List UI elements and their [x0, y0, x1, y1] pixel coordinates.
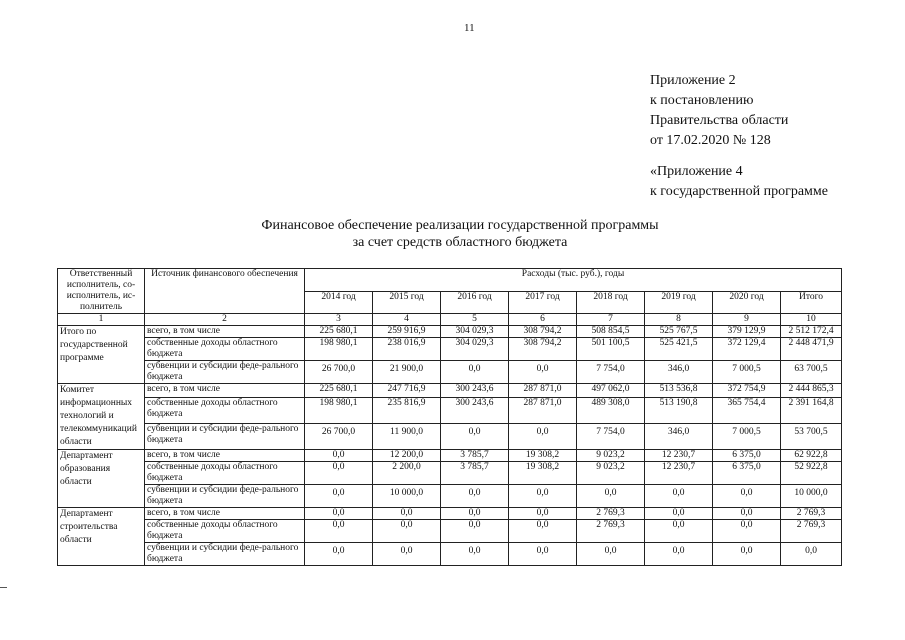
- value-cell: 3 785,7: [441, 462, 509, 485]
- value-cell: 225 680,1: [305, 384, 373, 398]
- total-cell: 2 444 865,3: [781, 384, 842, 398]
- total-cell: 62 922,8: [781, 450, 842, 462]
- table-row: [58, 520, 842, 543]
- value-cell: 0,0: [645, 520, 713, 543]
- total-cell: 2 391 164,8: [781, 397, 842, 423]
- value-cell: 247 716,9: [373, 384, 441, 398]
- source-cell: собственные доходы областного бюджета: [145, 520, 305, 543]
- value-cell: 0,0: [509, 508, 577, 520]
- source-cell: собственные доходы областного бюджета: [145, 338, 305, 361]
- value-cell: 501 100,5: [577, 338, 645, 361]
- value-cell: 0,0: [305, 520, 373, 543]
- value-cell: 379 129,9: [713, 326, 781, 338]
- table-row: [58, 384, 842, 398]
- value-cell: 513 536,8: [645, 384, 713, 398]
- value-cell: 0,0: [441, 508, 509, 520]
- responsible-cell: Итого по государственной программе: [58, 326, 145, 384]
- table-row: [58, 485, 842, 508]
- source-cell: всего, в том числе: [145, 384, 305, 398]
- header-year: 2015 год: [373, 291, 441, 314]
- value-cell: 26 700,0: [305, 361, 373, 384]
- index-cell: 2: [145, 314, 305, 326]
- total-cell: 2 769,3: [781, 520, 842, 543]
- index-cell: 10: [781, 314, 842, 326]
- responsible-cell: Департамент образования области: [58, 450, 145, 508]
- value-cell: 0,0: [305, 508, 373, 520]
- total-cell: 10 000,0: [781, 485, 842, 508]
- value-cell: 235 816,9: [373, 397, 441, 423]
- value-cell: 11 900,0: [373, 423, 441, 449]
- value-cell: 287 871,0: [509, 384, 577, 398]
- header-year: 2017 год: [509, 291, 577, 314]
- value-cell: 0,0: [509, 423, 577, 449]
- appendix-line: Приложение 2: [650, 73, 736, 88]
- source-cell: собственные доходы областного бюджета: [145, 397, 305, 423]
- value-cell: 300 243,6: [441, 397, 509, 423]
- value-cell: 0,0: [509, 543, 577, 566]
- header-row: [58, 269, 842, 292]
- source-cell: субвенции и субсидии феде-рального бюджета: [145, 543, 305, 566]
- value-cell: 0,0: [713, 520, 781, 543]
- value-cell: 9 023,2: [577, 450, 645, 462]
- responsible-cell: Комитет информационных технологий и телекоммуникаций области: [58, 384, 145, 450]
- value-cell: 0,0: [373, 508, 441, 520]
- page-number: 11: [464, 22, 475, 34]
- index-cell: 5: [441, 314, 509, 326]
- header-responsible: Ответственный исполнитель, со-исполнитель, ис-полнитель: [58, 269, 145, 314]
- value-cell: 372 754,9: [713, 384, 781, 398]
- total-cell: 2 512 172,4: [781, 326, 842, 338]
- source-cell: всего, в том числе: [145, 450, 305, 462]
- appendix-line: к постановлению: [650, 93, 754, 108]
- value-cell: 10 000,0: [373, 485, 441, 508]
- value-cell: 0,0: [441, 543, 509, 566]
- value-cell: 304 029,3: [441, 338, 509, 361]
- header-expenses: Расходы (тыс. руб.), годы: [305, 269, 842, 292]
- index-cell: 9: [713, 314, 781, 326]
- value-cell: 0,0: [373, 520, 441, 543]
- header-year: 2020 год: [713, 291, 781, 314]
- responsible-cell: Департамент строительства области: [58, 508, 145, 566]
- value-cell: 304 029,3: [441, 326, 509, 338]
- value-cell: 300 243,6: [441, 384, 509, 398]
- value-cell: 0,0: [509, 520, 577, 543]
- source-cell: субвенции и субсидии феде-рального бюджета: [145, 361, 305, 384]
- index-cell: 7: [577, 314, 645, 326]
- value-cell: 0,0: [373, 543, 441, 566]
- total-cell: 63 700,5: [781, 361, 842, 384]
- value-cell: 346,0: [645, 361, 713, 384]
- value-cell: 308 794,2: [509, 338, 577, 361]
- value-cell: 12 200,0: [373, 450, 441, 462]
- value-cell: 19 308,2: [509, 450, 577, 462]
- value-cell: 0,0: [305, 543, 373, 566]
- value-cell: 0,0: [441, 423, 509, 449]
- header-source: Источник финансового обеспечения: [145, 269, 305, 314]
- value-cell: 0,0: [645, 543, 713, 566]
- value-cell: 3 785,7: [441, 450, 509, 462]
- value-cell: 0,0: [305, 485, 373, 508]
- value-cell: 7 754,0: [577, 361, 645, 384]
- document-title: [200, 217, 720, 251]
- appendix-line: Правительства области: [650, 113, 789, 128]
- table-row: [58, 326, 842, 338]
- index-cell: 4: [373, 314, 441, 326]
- source-cell: всего, в том числе: [145, 508, 305, 520]
- appendix-ref-line: к государственной программе: [650, 184, 828, 199]
- value-cell: 12 230,7: [645, 462, 713, 485]
- index-cell: 6: [509, 314, 577, 326]
- total-cell: 0,0: [781, 543, 842, 566]
- value-cell: 2 200,0: [373, 462, 441, 485]
- total-cell: 2 448 471,9: [781, 338, 842, 361]
- value-cell: 489 308,0: [577, 397, 645, 423]
- index-row: [58, 314, 842, 326]
- table-row: [58, 423, 842, 449]
- value-cell: 198 980,1: [305, 397, 373, 423]
- value-cell: 6 375,0: [713, 462, 781, 485]
- value-cell: 497 062,0: [577, 384, 645, 398]
- source-cell: субвенции и субсидии феде-рального бюджета: [145, 485, 305, 508]
- value-cell: 26 700,0: [305, 423, 373, 449]
- source-cell: всего, в том числе: [145, 326, 305, 338]
- value-cell: 525 421,5: [645, 338, 713, 361]
- value-cell: 0,0: [713, 508, 781, 520]
- table-row: [58, 338, 842, 361]
- title-line-2: за счет средств областного бюджета: [352, 235, 568, 250]
- appendix-block: [650, 71, 828, 202]
- value-cell: 365 754,4: [713, 397, 781, 423]
- value-cell: 2 769,3: [577, 508, 645, 520]
- value-cell: 308 794,2: [509, 326, 577, 338]
- value-cell: 0,0: [509, 361, 577, 384]
- value-cell: 238 016,9: [373, 338, 441, 361]
- value-cell: 0,0: [441, 485, 509, 508]
- value-cell: 9 023,2: [577, 462, 645, 485]
- appendix-line: от 17.02.2020 № 128: [650, 133, 771, 148]
- index-cell: 8: [645, 314, 713, 326]
- value-cell: 0,0: [509, 485, 577, 508]
- index-cell: 3: [305, 314, 373, 326]
- value-cell: 372 129,4: [713, 338, 781, 361]
- value-cell: 21 900,0: [373, 361, 441, 384]
- value-cell: 513 190,8: [645, 397, 713, 423]
- source-cell: собственные доходы областного бюджета: [145, 462, 305, 485]
- value-cell: 0,0: [645, 508, 713, 520]
- value-cell: 0,0: [305, 450, 373, 462]
- header-year: 2016 год: [441, 291, 509, 314]
- value-cell: 0,0: [713, 543, 781, 566]
- index-cell: 1: [58, 314, 145, 326]
- header-year: 2014 год: [305, 291, 373, 314]
- header-total: Итого: [781, 291, 842, 314]
- value-cell: 2 769,3: [577, 520, 645, 543]
- source-cell: субвенции и субсидии феде-рального бюджета: [145, 423, 305, 449]
- table-row: [58, 450, 842, 462]
- total-cell: 52 922,8: [781, 462, 842, 485]
- value-cell: 225 680,1: [305, 326, 373, 338]
- value-cell: 0,0: [713, 485, 781, 508]
- header-year: 2019 год: [645, 291, 713, 314]
- title-line-1: Финансовое обеспечение реализации государственной программы: [261, 218, 659, 233]
- total-cell: 2 769,3: [781, 508, 842, 520]
- margin-mark: [0, 587, 7, 588]
- header-year: 2018 год: [577, 291, 645, 314]
- value-cell: 198 980,1: [305, 338, 373, 361]
- table-row: [58, 397, 842, 423]
- value-cell: 287 871,0: [509, 397, 577, 423]
- appendix-ref-line: «Приложение 4: [650, 164, 743, 179]
- value-cell: 0,0: [577, 543, 645, 566]
- value-cell: 19 308,2: [509, 462, 577, 485]
- financing-table: [57, 268, 842, 566]
- table-row: [58, 508, 842, 520]
- value-cell: 346,0: [645, 423, 713, 449]
- value-cell: 525 767,5: [645, 326, 713, 338]
- value-cell: 0,0: [305, 462, 373, 485]
- value-cell: 0,0: [645, 485, 713, 508]
- value-cell: 0,0: [577, 485, 645, 508]
- value-cell: 259 916,9: [373, 326, 441, 338]
- value-cell: 7 754,0: [577, 423, 645, 449]
- table-row: [58, 543, 842, 566]
- value-cell: 0,0: [441, 520, 509, 543]
- value-cell: 12 230,7: [645, 450, 713, 462]
- value-cell: 6 375,0: [713, 450, 781, 462]
- value-cell: 0,0: [441, 361, 509, 384]
- value-cell: 7 000,5: [713, 423, 781, 449]
- table-row: [58, 462, 842, 485]
- value-cell: 508 854,5: [577, 326, 645, 338]
- table-row: [58, 361, 842, 384]
- value-cell: 7 000,5: [713, 361, 781, 384]
- total-cell: 53 700,5: [781, 423, 842, 449]
